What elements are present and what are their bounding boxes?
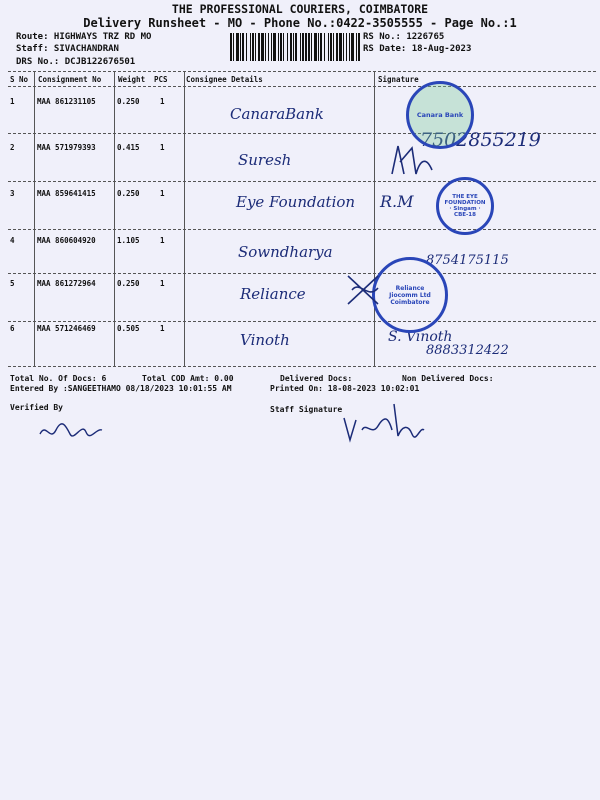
row-signature: R.M — [380, 192, 414, 211]
row-consignee: Reliance — [240, 285, 306, 303]
barcode-bar — [252, 33, 254, 61]
barcode-bar — [265, 33, 266, 61]
barcode-bar — [287, 33, 288, 61]
barcode-bar — [349, 33, 350, 61]
barcode-bar — [333, 33, 334, 61]
barcode-bar — [358, 33, 360, 61]
barcode-bar — [271, 33, 272, 61]
barcode-bar — [255, 33, 256, 61]
barcode-bar — [356, 33, 357, 61]
row-consignee: CanaraBank — [230, 105, 324, 123]
printed-on: Printed On: 18-08-2023 10:02:01 — [270, 384, 420, 393]
row-pcs: 1 — [160, 236, 165, 245]
barcode-bar — [300, 33, 301, 61]
consignment-table — [8, 71, 596, 367]
row-consignment: MAA 571246469 — [37, 324, 96, 333]
row-sno: 4 — [10, 236, 15, 245]
col-weight: Weight — [118, 75, 146, 84]
row-weight: 0.415 — [117, 143, 140, 152]
barcode — [230, 33, 360, 61]
verifier-signature — [36, 416, 106, 444]
barcode-bar — [308, 33, 310, 61]
row-sno: 1 — [10, 97, 15, 106]
barcode-bar — [328, 33, 329, 61]
row-consignment: MAA 861231105 — [37, 97, 96, 106]
row-pcs: 1 — [160, 324, 165, 333]
col-sno: S No — [10, 75, 29, 84]
row-weight: 0.250 — [117, 279, 140, 288]
row-pcs: 1 — [160, 97, 165, 106]
row-sno: 6 — [10, 324, 15, 333]
barcode-bar — [236, 33, 239, 61]
barcode-bar — [324, 33, 325, 61]
barcode-bar — [343, 33, 344, 61]
col-consignee: Consignee Details — [186, 75, 263, 84]
non-delivered-docs: Non Delivered Docs: — [402, 374, 494, 383]
row-sno: 5 — [10, 279, 15, 288]
barcode-bar — [268, 33, 269, 61]
row-signature: 7502855219 — [420, 129, 541, 151]
barcode-bar — [258, 33, 260, 61]
row-consignee: Sowndharya — [238, 243, 333, 261]
barcode-bar — [246, 33, 247, 61]
barcode-bar — [230, 33, 232, 61]
rs-number: RS No.: 1226765 — [363, 32, 445, 42]
barcode-bar — [302, 33, 304, 61]
row-signature: S. Vinoth — [388, 329, 453, 345]
bank-stamp-text: Canara Bank — [416, 111, 464, 119]
reliance-stamp-text: Reliance Jiocomm Ltd Coimbatore — [389, 284, 431, 306]
barcode-bar — [351, 33, 354, 61]
barcode-bar — [318, 33, 319, 61]
row-weight: 0.250 — [117, 97, 140, 106]
eye-foundation-stamp — [436, 177, 494, 235]
row-pcs: 1 — [160, 189, 165, 198]
barcode-bar — [250, 33, 251, 61]
barcode-bar — [242, 33, 244, 61]
route: Route: HIGHWAYS TRZ RD MO — [16, 32, 152, 42]
row-pcs: 1 — [160, 143, 165, 152]
barcode-bar — [346, 33, 347, 61]
row-consignment: MAA 571979393 — [37, 143, 96, 152]
barcode-bar — [280, 33, 282, 61]
row-sno: 2 — [10, 143, 15, 152]
barcode-bar — [261, 33, 264, 61]
barcode-bar — [283, 33, 284, 61]
row-weight: 1.105 — [117, 236, 140, 245]
barcode-bar — [295, 33, 297, 61]
col-pcs: PCS — [154, 75, 168, 84]
row2-signature-scribble — [388, 140, 438, 180]
entered-by: Entered By :SANGEETHAMO 08/18/2023 10:01:55 AM — [10, 384, 232, 393]
barcode-bar — [320, 33, 322, 61]
row-weight: 0.505 — [117, 324, 140, 333]
row-consignee: Suresh — [238, 151, 292, 169]
runsheet-title: Delivery Runsheet - MO - Phone No.:0422-3505555 - Page No.:1 — [83, 16, 517, 30]
row5-signature-scribble — [344, 270, 384, 310]
row-consignee: Vinoth — [240, 331, 290, 349]
rs-date: RS Date: 18-Aug-2023 — [363, 44, 472, 54]
barcode-bar — [278, 33, 279, 61]
barcode-bar — [314, 33, 317, 61]
total-cod: Total COD Amt: 0.00 — [142, 374, 234, 383]
company-name: THE PROFESSIONAL COURIERS, COIMBATORE — [171, 2, 429, 16]
barcode-bar — [336, 33, 338, 61]
verified-by-label: Verified By — [10, 403, 63, 412]
barcode-bar — [330, 33, 332, 61]
barcode-bar — [339, 33, 342, 61]
row-consignment: MAA 861272964 — [37, 279, 96, 288]
staff: Staff: SIVACHANDRAN — [16, 44, 119, 54]
row-sno: 3 — [10, 189, 15, 198]
col-signature: Signature — [378, 75, 419, 84]
barcode-bar — [293, 33, 294, 61]
eye-stamp-text: THE EYE FOUNDATION · Singam · CBE-18 — [444, 194, 486, 218]
row-consignee: Eye Foundation — [236, 193, 356, 211]
row-pcs: 1 — [160, 279, 165, 288]
barcode-bar — [240, 33, 241, 61]
row-consignment: MAA 859641415 — [37, 189, 96, 198]
delivered-docs: Delivered Docs: — [280, 374, 353, 383]
staff-signature — [338, 396, 428, 446]
barcode-bar — [273, 33, 276, 61]
col-consignment: Consignment No — [38, 75, 102, 84]
row-signature: 8754175115 — [426, 253, 509, 268]
barcode-bar — [233, 33, 234, 61]
staff-signature-label: Staff Signature — [270, 405, 343, 414]
barcode-bar — [311, 33, 312, 61]
row-phone: 8883312422 — [426, 343, 509, 358]
bank-stamp — [406, 81, 474, 149]
row-consignment: MAA 860604920 — [37, 236, 96, 245]
barcode-bar — [290, 33, 292, 61]
total-docs: Total No. Of Docs: 6 — [10, 374, 107, 383]
drs-number: DRS No.: DCJB122676501 — [16, 57, 136, 67]
row-weight: 0.250 — [117, 189, 140, 198]
barcode-bar — [305, 33, 307, 61]
